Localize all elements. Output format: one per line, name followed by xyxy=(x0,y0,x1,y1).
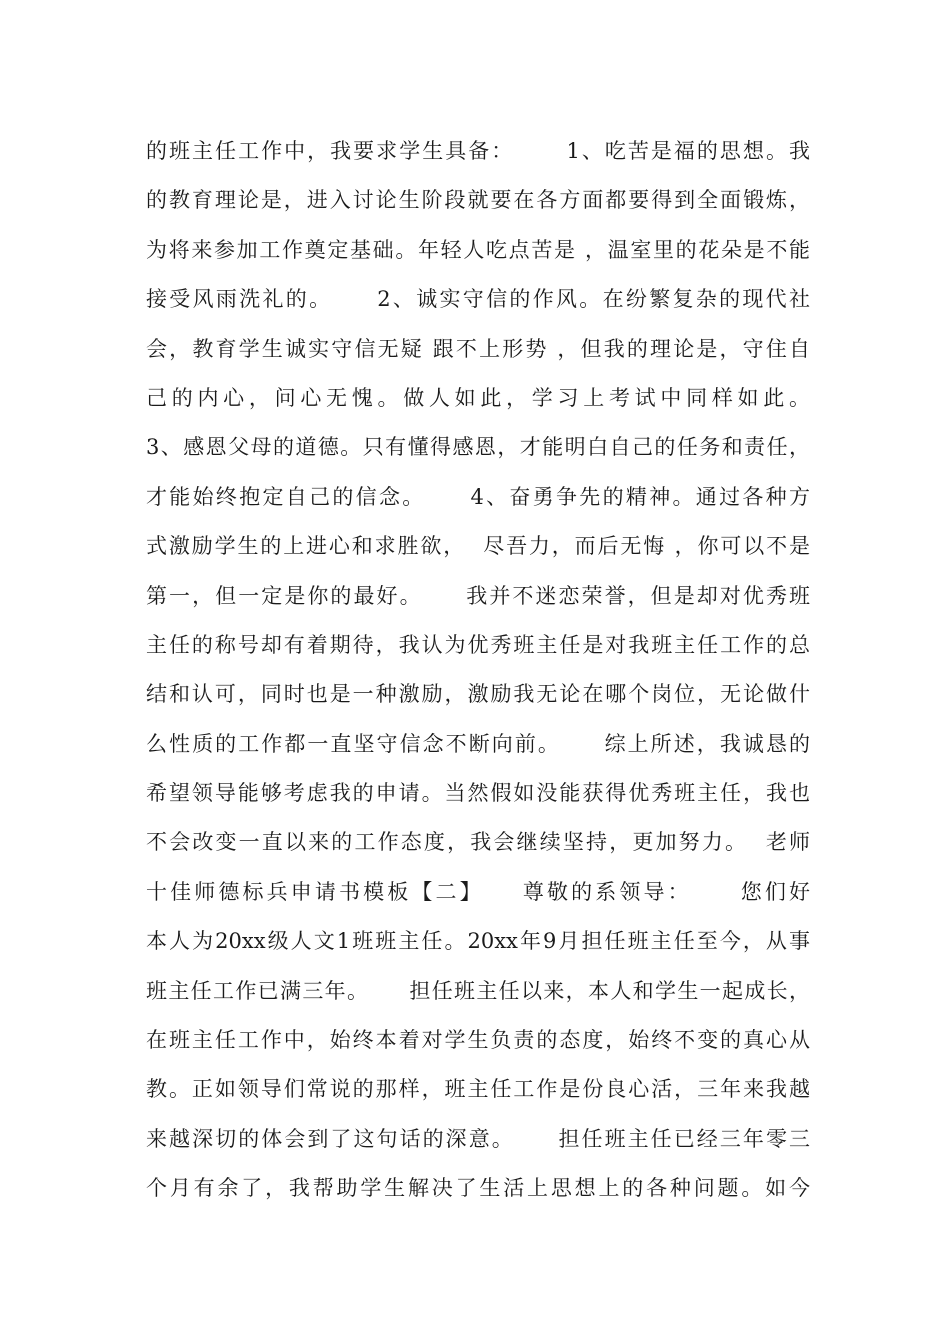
text-line: 3、感恩父母的道德。只有懂得感恩，才能明白自己的任务和责任， xyxy=(146,435,810,460)
text-line: 第一，但一定是你的最好。 我并不迷恋荣誉，但是却对优秀班 xyxy=(146,583,810,608)
text-line: 结和认可，同时也是一种激励，激励我无论在哪个岗位，无论做什 xyxy=(146,682,810,707)
text-line: 班主任工作已满三年。 担任班主任以来，本人和学生一起成长， xyxy=(146,978,810,1003)
text-line: 本人为20xx级人文1班班主任。20xx年9月担任班主任至今，从事 xyxy=(146,929,810,954)
text-line: 个月有余了，我帮助学生解决了生活上思想上的各种问题。如今 xyxy=(146,1176,810,1201)
text-line: 么性质的工作都一直坚守信念不断向前。 综上所述，我诚恳的 xyxy=(146,731,810,756)
text-line: 十佳师德标兵申请书模板【二】 尊敬的系领导： 您们好 xyxy=(146,879,810,904)
body-text xyxy=(146,131,810,1218)
text-line: 在班主任工作中，始终本着对学生负责的态度，始终不变的真心从 xyxy=(146,1028,810,1053)
text-line: 己的内心，问心无愧。做人如此，学习上考试中同样如此。 xyxy=(146,385,810,410)
text-line: 才能始终抱定自己的信念。 4、奋勇争先的精神。通过各种方 xyxy=(146,484,810,509)
text-line: 的班主任工作中，我要求学生具备： 1、吃苦是福的思想。我 xyxy=(146,139,810,163)
text-line: 不会改变一直以来的工作态度，我会继续坚持，更加努力。 老师 xyxy=(146,830,810,855)
text-line: 教。正如领导们常说的那样，班主任工作是份良心活，三年来我越 xyxy=(146,1077,810,1102)
text-line: 主任的称号却有着期待，我认为优秀班主任是对我班主任工作的总 xyxy=(146,632,810,657)
text-line: 接受风雨洗礼的。 2、诚实守信的作风。在纷繁复杂的现代社 xyxy=(146,287,810,312)
text-line: 式激励学生的上进心和求胜欲， 尽吾力，而后无悔 ，你可以不是 xyxy=(146,534,810,559)
text-line: 希望领导能够考虑我的申请。当然假如没能获得优秀班主任，我也 xyxy=(146,781,810,806)
text-line: 为将来参加工作奠定基础。年轻人吃点苦是 ，温室里的花朵是不能 xyxy=(146,237,810,262)
text-line: 来越深切的体会到了这句话的深意。 担任班主任已经三年零三 xyxy=(146,1126,810,1151)
text-line: 的教育理论是，进入讨论生阶段就要在各方面都要得到全面锻炼， xyxy=(146,188,810,213)
text-line: 会，教育学生诚实守信无疑 跟不上形势 ，但我的理论是，守住自 xyxy=(146,336,810,361)
